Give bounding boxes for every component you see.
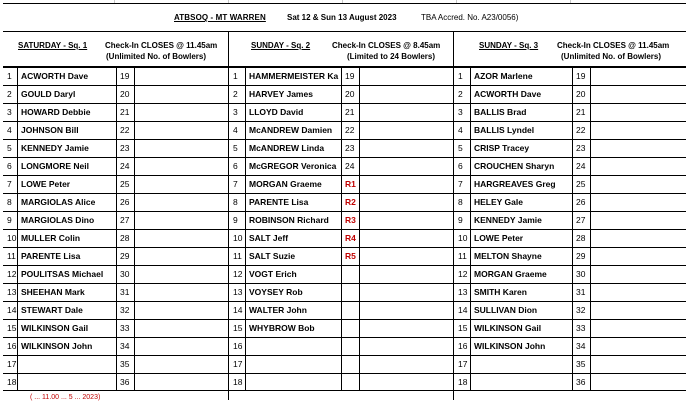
blank-cell	[134, 121, 228, 139]
table-row	[228, 103, 453, 121]
section-header	[229, 32, 453, 67]
reserve-number: R4	[341, 229, 359, 247]
blank-cell	[359, 85, 453, 103]
blank-cell	[134, 283, 228, 301]
slot-number: 28	[116, 229, 134, 247]
blank-cell	[359, 265, 453, 283]
bowler-name: CRISP Tracey	[470, 139, 572, 157]
slot-number: 35	[116, 355, 134, 373]
table-row	[3, 175, 228, 193]
bowler-name: BALLIS Brad	[470, 103, 572, 121]
bowler-name: ACWORTH Dave	[470, 85, 572, 103]
table-row	[228, 373, 453, 391]
table-row	[3, 337, 228, 355]
bowler-name: SMITH Karen	[470, 283, 572, 301]
row-number: 14	[228, 301, 245, 319]
row-number: 1	[228, 67, 245, 85]
slot-number	[341, 283, 359, 301]
slot-number: 36	[572, 373, 590, 391]
blank-cell	[134, 247, 228, 265]
slot-number	[341, 373, 359, 391]
row-number: 2	[3, 85, 17, 103]
row-number: 8	[228, 193, 245, 211]
table-row	[228, 319, 453, 337]
slot-number: 33	[116, 319, 134, 337]
bowler-name: GOULD Daryl	[17, 85, 116, 103]
table-row	[228, 247, 453, 265]
row-number: 4	[3, 121, 17, 139]
slot-number: 22	[572, 121, 590, 139]
blank-cell	[359, 175, 453, 193]
row-number: 18	[453, 373, 470, 391]
table-row	[453, 283, 686, 301]
blank-cell	[134, 319, 228, 337]
slot-number: 30	[572, 265, 590, 283]
table-row	[453, 319, 686, 337]
table-row	[228, 139, 453, 157]
bowler-name: MARGIOLAS Alice	[17, 193, 116, 211]
row-number: 14	[3, 301, 17, 319]
table-row	[228, 193, 453, 211]
squad-title: SUNDAY - Sq. 3	[479, 41, 539, 50]
table-row	[453, 85, 686, 103]
table-row	[453, 301, 686, 319]
slot-number: 19	[341, 67, 359, 85]
table-row	[228, 283, 453, 301]
blank-cell	[590, 85, 686, 103]
bowler-name	[245, 355, 341, 373]
table-row	[228, 175, 453, 193]
slot-number: 32	[116, 301, 134, 319]
bowler-name	[470, 355, 572, 373]
row-number: 1	[3, 67, 17, 85]
row-number: 9	[453, 211, 470, 229]
checkin-time: Check-In CLOSES @ 8.45am	[332, 41, 441, 50]
table-row	[228, 229, 453, 247]
bowler-name: KENNEDY Jamie	[470, 211, 572, 229]
table-row	[3, 265, 228, 283]
row-number: 11	[453, 247, 470, 265]
slot-number: 31	[572, 283, 590, 301]
row-number: 12	[453, 265, 470, 283]
blank-cell	[134, 139, 228, 157]
slot-number: 23	[341, 139, 359, 157]
table-row	[228, 211, 453, 229]
reserve-number: R5	[341, 247, 359, 265]
blank-cell	[590, 337, 686, 355]
blank-cell	[590, 373, 686, 391]
reserve-number: R1	[341, 175, 359, 193]
bowler-name: SHEEHAN Mark	[17, 283, 116, 301]
bowler-name: ACWORTH Dave	[17, 67, 116, 85]
row-number: 13	[228, 283, 245, 301]
bowler-name	[17, 355, 116, 373]
blank-cell	[359, 229, 453, 247]
slot-number: 27	[572, 211, 590, 229]
row-number: 4	[228, 121, 245, 139]
bowler-name	[470, 373, 572, 391]
bowler-name: ROBINSON Richard	[245, 211, 341, 229]
bowler-limit: (Unlimited No. of Bowlers)	[561, 52, 661, 61]
row-number: 11	[228, 247, 245, 265]
table-row	[453, 265, 686, 283]
blank-cell	[359, 337, 453, 355]
bowler-name: McANDREW Linda	[245, 139, 341, 157]
row-number: 3	[453, 103, 470, 121]
bowler-name: LLOYD David	[245, 103, 341, 121]
bowler-name: SALT Jeff	[245, 229, 341, 247]
blank-cell	[359, 301, 453, 319]
bowler-name: LOWE Peter	[17, 175, 116, 193]
blank-cell	[134, 85, 228, 103]
table-row	[3, 211, 228, 229]
table-row	[453, 175, 686, 193]
bowler-name: WILKINSON John	[470, 337, 572, 355]
table-row	[453, 247, 686, 265]
event-title: ATBSOQ - MT WARREN	[174, 13, 266, 22]
row-number: 3	[3, 103, 17, 121]
table-row	[453, 67, 686, 85]
row-number: 17	[228, 355, 245, 373]
table-row	[3, 373, 228, 391]
checkin-time: Check-In CLOSES @ 11.45am	[557, 41, 670, 50]
row-number: 13	[3, 283, 17, 301]
bowler-name	[17, 373, 116, 391]
row-number: 5	[453, 139, 470, 157]
row-number: 18	[3, 373, 17, 391]
bowler-name: STEWART Dale	[17, 301, 116, 319]
blank-cell	[590, 157, 686, 175]
blank-cell	[359, 121, 453, 139]
row-number: 10	[228, 229, 245, 247]
blank-cell	[134, 157, 228, 175]
blank-cell	[590, 121, 686, 139]
row-number: 16	[3, 337, 17, 355]
slot-number: 29	[116, 247, 134, 265]
table-row	[453, 157, 686, 175]
slot-number: 34	[572, 337, 590, 355]
blank-cell	[590, 175, 686, 193]
table-row	[3, 139, 228, 157]
row-number: 6	[453, 157, 470, 175]
table-row	[228, 85, 453, 103]
blank-cell	[359, 355, 453, 373]
table-row	[3, 319, 228, 337]
slot-number: 19	[116, 67, 134, 85]
bowler-name: VOYSEY Rob	[245, 283, 341, 301]
slot-number: 25	[572, 175, 590, 193]
slot-number: 23	[116, 139, 134, 157]
bowler-name	[245, 373, 341, 391]
table-row	[453, 229, 686, 247]
slot-number	[341, 337, 359, 355]
blank-cell	[359, 139, 453, 157]
row-number: 14	[453, 301, 470, 319]
blank-cell	[590, 319, 686, 337]
row-number: 10	[3, 229, 17, 247]
bowler-limit: (Unlimited No. of Bowlers)	[106, 52, 206, 61]
bowler-name: MELTON Shayne	[470, 247, 572, 265]
blank-cell	[359, 319, 453, 337]
table-row	[453, 211, 686, 229]
table-row	[3, 67, 228, 85]
table-row	[228, 301, 453, 319]
slot-number: 36	[116, 373, 134, 391]
slot-number	[341, 301, 359, 319]
slot-number: 22	[341, 121, 359, 139]
slot-number	[341, 355, 359, 373]
slot-number: 20	[341, 85, 359, 103]
bowler-name: LONGMORE Neil	[17, 157, 116, 175]
blank-cell	[359, 157, 453, 175]
table-row	[3, 85, 228, 103]
blank-cell	[359, 103, 453, 121]
bowler-name: WILKINSON Gail	[17, 319, 116, 337]
event-header	[3, 3, 686, 32]
slot-number: 21	[341, 103, 359, 121]
table-row	[453, 355, 686, 373]
footer-note: ( ... 11.00 ... 5 ... 2023)	[30, 394, 101, 401]
blank-cell	[590, 247, 686, 265]
bowler-name: BALLIS Lyndel	[470, 121, 572, 139]
table-row	[3, 301, 228, 319]
slot-number: 22	[116, 121, 134, 139]
bowler-name: MULLER Colin	[17, 229, 116, 247]
blank-cell	[359, 373, 453, 391]
row-number: 1	[453, 67, 470, 85]
bowler-name: SALT Suzie	[245, 247, 341, 265]
section-header	[3, 32, 228, 67]
table-row	[228, 157, 453, 175]
blank-cell	[590, 301, 686, 319]
table-row	[3, 193, 228, 211]
row-number: 6	[228, 157, 245, 175]
slot-number: 27	[116, 211, 134, 229]
blank-cell	[359, 67, 453, 85]
blank-cell	[590, 139, 686, 157]
squad-title: SUNDAY - Sq. 2	[251, 41, 311, 50]
row-number: 12	[228, 265, 245, 283]
slot-number: 19	[572, 67, 590, 85]
row-number: 13	[453, 283, 470, 301]
blank-cell	[590, 67, 686, 85]
bowler-name: WILKINSON Gail	[470, 319, 572, 337]
bowler-name: HARVEY James	[245, 85, 341, 103]
table-row	[228, 121, 453, 139]
blank-cell	[134, 373, 228, 391]
bowler-name: PARENTE Lisa	[17, 247, 116, 265]
blank-cell	[359, 283, 453, 301]
row-number: 16	[228, 337, 245, 355]
row-number: 8	[453, 193, 470, 211]
blank-cell	[590, 265, 686, 283]
bowler-limit: (Limited to 24 Bowlers)	[347, 52, 436, 61]
slot-number: 23	[572, 139, 590, 157]
bowler-name: JOHNSON Bill	[17, 121, 116, 139]
blank-cell	[134, 193, 228, 211]
accreditation-number: TBA Accred. No. A23/0056)	[421, 13, 519, 22]
bowler-name: LOWE Peter	[470, 229, 572, 247]
blank-cell	[590, 211, 686, 229]
table-row	[453, 121, 686, 139]
row-number: 10	[453, 229, 470, 247]
blank-cell	[590, 229, 686, 247]
bowler-name: POULITSAS Michael	[17, 265, 116, 283]
slot-number: 26	[572, 193, 590, 211]
row-number: 5	[228, 139, 245, 157]
blank-cell	[134, 103, 228, 121]
reserve-number: R3	[341, 211, 359, 229]
bowler-name: HARGREAVES Greg	[470, 175, 572, 193]
slot-number: 24	[116, 157, 134, 175]
bowler-name: WHYBROW Bob	[245, 319, 341, 337]
row-number: 3	[228, 103, 245, 121]
slot-number: 30	[116, 265, 134, 283]
bowler-name: HOWARD Debbie	[17, 103, 116, 121]
blank-cell	[134, 337, 228, 355]
slot-number	[341, 319, 359, 337]
row-number: 7	[228, 175, 245, 193]
blank-cell	[134, 265, 228, 283]
reserve-number: R2	[341, 193, 359, 211]
bowler-name: AZOR Marlene	[470, 67, 572, 85]
row-number: 6	[3, 157, 17, 175]
row-number: 8	[3, 193, 17, 211]
row-number: 15	[3, 319, 17, 337]
blank-cell	[134, 355, 228, 373]
row-number: 11	[3, 247, 17, 265]
table-row	[453, 337, 686, 355]
slot-number: 20	[572, 85, 590, 103]
blank-cell	[134, 67, 228, 85]
bowler-name: MORGAN Graeme	[245, 175, 341, 193]
slot-number: 20	[116, 85, 134, 103]
table-row	[3, 283, 228, 301]
bowler-name: CROUCHEN Sharyn	[470, 157, 572, 175]
bowler-name: McGREGOR Veronica	[245, 157, 341, 175]
bowler-name: WILKINSON John	[17, 337, 116, 355]
row-number: 7	[453, 175, 470, 193]
event-dates: Sat 12 & Sun 13 August 2023	[287, 13, 397, 22]
slot-number: 25	[116, 175, 134, 193]
blank-cell	[359, 247, 453, 265]
row-number: 9	[228, 211, 245, 229]
blank-cell	[590, 193, 686, 211]
row-number: 12	[3, 265, 17, 283]
row-number: 15	[453, 319, 470, 337]
section-header	[454, 32, 686, 67]
table-row	[453, 373, 686, 391]
table-row	[228, 67, 453, 85]
blank-cell	[590, 283, 686, 301]
bowler-name: MARGIOLAS Dino	[17, 211, 116, 229]
table-row	[228, 355, 453, 373]
blank-cell	[359, 211, 453, 229]
blank-cell	[134, 301, 228, 319]
table-row	[228, 265, 453, 283]
blank-cell	[134, 229, 228, 247]
bowler-name: KENNEDY Jamie	[17, 139, 116, 157]
bowler-name: SULLIVAN Dion	[470, 301, 572, 319]
blank-cell	[590, 355, 686, 373]
bowler-name: HAMMERMEISTER Ka	[245, 67, 341, 85]
table-row	[228, 337, 453, 355]
bowler-name: HELEY Gale	[470, 193, 572, 211]
table-row	[3, 103, 228, 121]
bowler-name: PARENTE Lisa	[245, 193, 341, 211]
checkin-time: Check-In CLOSES @ 11.45am	[105, 41, 218, 50]
table-row	[3, 247, 228, 265]
row-number: 2	[228, 85, 245, 103]
slot-number: 32	[572, 301, 590, 319]
slot-number: 34	[116, 337, 134, 355]
slot-number: 21	[116, 103, 134, 121]
row-number: 17	[453, 355, 470, 373]
bowler-name: McANDREW Damien	[245, 121, 341, 139]
table-row	[453, 139, 686, 157]
slot-number: 24	[341, 157, 359, 175]
slot-number	[341, 265, 359, 283]
table-row	[3, 121, 228, 139]
squad-title: SATURDAY - Sq. 1	[18, 41, 88, 50]
slot-number: 26	[116, 193, 134, 211]
table-row	[3, 355, 228, 373]
bowler-name: MORGAN Graeme	[470, 265, 572, 283]
slot-number: 31	[116, 283, 134, 301]
bowler-name	[245, 337, 341, 355]
table-row	[453, 103, 686, 121]
blank-cell	[590, 103, 686, 121]
blank-cell	[359, 193, 453, 211]
slot-number: 24	[572, 157, 590, 175]
row-number: 9	[3, 211, 17, 229]
slot-number: 33	[572, 319, 590, 337]
bowler-name: WALTER John	[245, 301, 341, 319]
row-number: 18	[228, 373, 245, 391]
row-number: 4	[453, 121, 470, 139]
row-number: 5	[3, 139, 17, 157]
row-number: 2	[453, 85, 470, 103]
slot-number: 28	[572, 229, 590, 247]
slot-number: 21	[572, 103, 590, 121]
table-row	[3, 229, 228, 247]
blank-cell	[134, 211, 228, 229]
slot-number: 29	[572, 247, 590, 265]
blank-cell	[134, 175, 228, 193]
row-number: 7	[3, 175, 17, 193]
row-number: 16	[453, 337, 470, 355]
table-row	[453, 193, 686, 211]
row-number: 15	[228, 319, 245, 337]
slot-number: 35	[572, 355, 590, 373]
table-row	[3, 157, 228, 175]
bowler-name: VOGT Erich	[245, 265, 341, 283]
row-number: 17	[3, 355, 17, 373]
